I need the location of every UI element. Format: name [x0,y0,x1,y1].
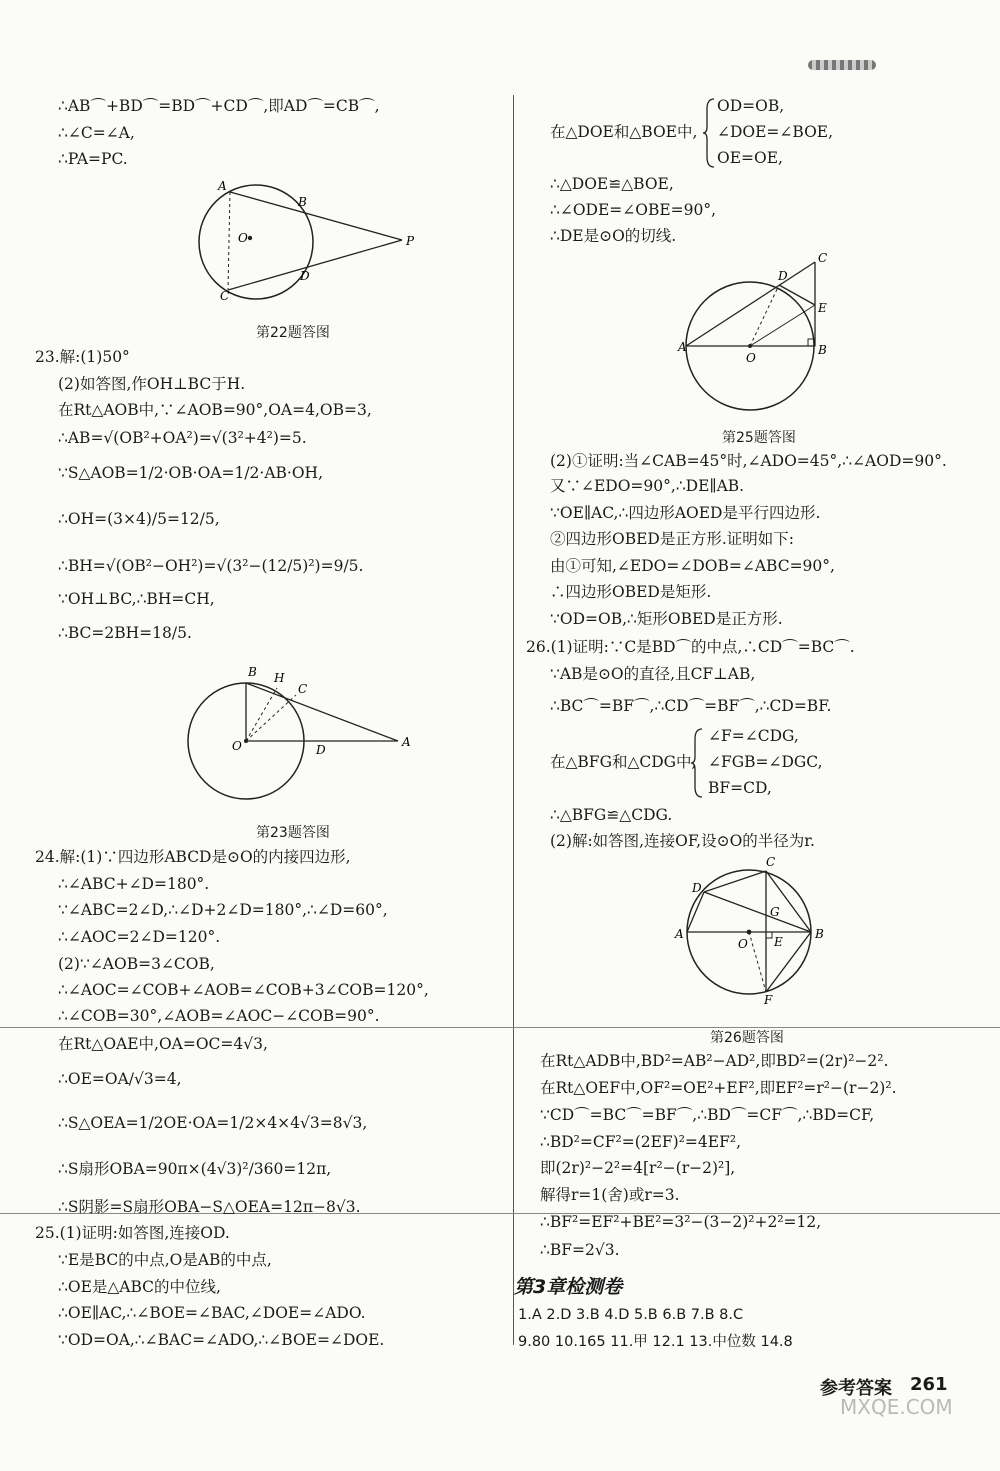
fig-label: A [675,927,684,941]
text-line: ∴∠ODE=∠OBE=90°, [550,201,717,219]
text-line: ∴∠AOC=2∠D=120°. [58,928,221,946]
text-line: 25.(1)证明:如答图,连接OD. [35,1224,230,1242]
text-line: ∴四边形OBED是矩形. [550,583,712,601]
text-line: 24.解:(1)∵四边形ABCD是⊙O的内接四边形, [35,848,351,866]
text-line: ∴△DOE≌△BOE, [550,175,674,193]
text-line: ∴BF=2√3. [540,1241,620,1259]
text-line: ∴BC⌒=BF⌒,∴CD⌒=BF⌒,∴CD=BF. [550,697,832,715]
text-line: ∵OE∥AC,∴四边形AOED是平行四边形. [550,504,821,522]
text-line: ∵OH⊥BC,∴BH=CH, [58,590,215,608]
text-line: ∵CD⌒=BC⌒=BF⌒,∴BD⌒=CF⌒,∴BD=CF, [540,1106,875,1124]
fig-label: G [770,905,780,919]
text-line: ∠F=∠CDG, [708,727,799,745]
text-line: 在Rt△OAE中,OA=OC=4√3, [58,1035,268,1053]
text-line: ∴△BFG≌△CDG. [550,806,673,824]
figure-23 [188,658,468,808]
figure-caption: 第23题答图 [256,825,330,841]
fig-label: B [818,343,827,357]
text-line: ∴∠AOC=∠COB+∠AOB=∠COB+3∠COB=120°, [58,981,429,999]
fig-label: E [774,935,783,949]
fig-label: B [298,195,307,209]
fig-label: C [298,682,308,696]
text-line: (2)解:如答图,连接OF,设⊙O的半径为r. [550,832,815,850]
page-number: 261 [910,1374,948,1395]
text-line: ∴OH=(3×4)/5=12/5, [58,510,220,528]
text-line: ∴PA=PC. [58,150,128,168]
text-line: ∴∠C=∠A, [58,124,135,142]
text-line: (2)∵∠AOB=3∠COB, [58,955,215,973]
fig-label: O [232,739,242,753]
scan-line [0,1027,1000,1028]
watermark: MXQE.COM [840,1395,953,1419]
text-line: ②四边形OBED是正方形.证明如下: [550,530,794,548]
text-line: ∴S△OEA=1/2OE·OA=1/2×4×4√3=8√3, [58,1114,368,1132]
text-line: 在Rt△AOB中,∵∠AOB=90°,OA=4,OB=3, [58,401,372,419]
text-line: ∵S△AOB=1/2·OB·OA=1/2·AB·OH, [58,464,323,482]
text-line: BF=CD, [708,779,772,797]
text-line: ∴DE是⊙O的切线. [550,227,677,245]
fig-label: O [746,351,756,365]
text-line: ∵∠ABC=2∠D,∴∠D+2∠D=180°,∴∠D=60°, [58,901,388,919]
fig-label: D [300,269,310,283]
text-line: ∵OD=OA,∴∠BAC=∠ADO,∴∠BOE=∠DOE. [58,1331,385,1349]
text-line: ∴S阴影=S扇形OBA−S△OEA=12π−8√3. [58,1198,361,1216]
text-line: ∴S扇形OBA=90π×(4√3)²/360=12π, [58,1160,332,1178]
text-line: ∴OE=OA/√3=4, [58,1070,182,1088]
text-line: ∠FGB=∠DGC, [708,753,823,771]
brace [690,727,704,799]
text-line: (2)①证明:当∠CAB=45°时,∠ADO=45°,∴∠AOD=90°. [550,452,947,470]
figure-caption: 第26题答图 [710,1030,784,1046]
text-line: OD=OB, [717,97,785,115]
fig-label: C [766,855,776,869]
text-line: 23.解:(1)50° [35,348,130,366]
text-line: ∴∠ABC+∠D=180°. [58,875,210,893]
text-line: ∠DOE=∠BOE, [717,123,834,141]
text-line: ∴AB⌒+BD⌒=BD⌒+CD⌒,即AD⌒=CB⌒, [58,97,380,115]
text-line: OE=OE, [717,149,783,167]
text-line: 在△BFG和△CDG中, [550,753,697,771]
fig-label: O [238,231,248,245]
text-line: ∴AB=√(OB²+OA²)=√(3²+4²)=5. [58,429,307,447]
figure-26 [674,852,834,1012]
text-line: (2)如答图,作OH⊥BC于H. [58,375,246,393]
text-line: 由①可知,∠EDO=∠DOB=∠ABC=90°, [550,557,835,575]
text-line: ∴∠COB=30°,∠AOB=∠AOC−∠COB=90°. [58,1007,380,1025]
figure-25 [678,250,842,420]
figure-caption: 第25题答图 [722,430,796,446]
text-line: ∴BC=2BH=18/5. [58,624,192,642]
text-line: ∵OD=OB,∴矩形OBED是正方形. [550,610,783,628]
text-line: ∴OE∥AC,∴∠BOE=∠BAC,∠DOE=∠ADO. [58,1304,366,1322]
fig-label: B [815,927,824,941]
text-line: 在Rt△ADB中,BD²=AB²−AD²,即BD²=(2r)²−2². [540,1052,889,1070]
text-line: ∴OE是△ABC的中位线, [58,1278,221,1296]
fig-label: D [778,269,788,283]
column-divider [513,95,514,1345]
figure-22 [198,172,428,307]
chapter-title: 第3章检测卷 [514,1276,623,1298]
text-line: ∵E是BC的中点,O是AB的中点, [58,1251,272,1269]
text-line: ∵AB是⊙O的直径,且CF⊥AB, [550,665,756,683]
brace [702,97,716,169]
footer-label: 参考答案 [820,1378,892,1399]
fig-label: C [818,251,828,265]
answers-line: 9.80 10.165 11.甲 12.1 13.中位数 14.8 [518,1334,793,1350]
text-line: 又∵∠EDO=90°,∴DE∥AB. [550,477,745,495]
fig-label: A [218,179,227,193]
fig-label: A [402,735,411,749]
answers-line: 1.A 2.D 3.B 4.D 5.B 6.B 7.B 8.C [518,1307,744,1323]
text-line: ∴BD²=CF²=(2EF)²=4EF², [540,1133,741,1151]
fig-label: D [316,743,326,757]
text-line: 在△DOE和△BOE中, [550,123,698,141]
fig-label: A [678,340,687,354]
text-line: 解得r=1(舍)或r=3. [540,1186,680,1204]
fig-label: O [738,937,748,951]
fig-label: F [764,993,773,1007]
fig-label: E [818,301,827,315]
text-line: 26.(1)证明:∵C是BD⌒的中点,∴CD⌒=BC⌒. [526,638,855,656]
top-decoration [808,60,876,70]
fig-label: B [248,665,257,679]
figure-caption: 第22题答图 [256,325,330,341]
fig-label: D [692,881,702,895]
fig-label: H [274,671,285,685]
text-line: ∴BF²=EF²+BE²=3²−(3−2)²+2²=12, [540,1213,822,1231]
fig-label: P [406,234,415,248]
text-line: 在Rt△OEF中,OF²=OE²+EF²,即EF²=r²−(r−2)². [540,1079,897,1097]
fig-label: C [220,289,230,303]
text-line: ∴BH=√(OB²−OH²)=√(3²−(12/5)²)=9/5. [58,557,364,575]
text-line: 即(2r)²−2²=4[r²−(r−2)²], [540,1159,736,1177]
